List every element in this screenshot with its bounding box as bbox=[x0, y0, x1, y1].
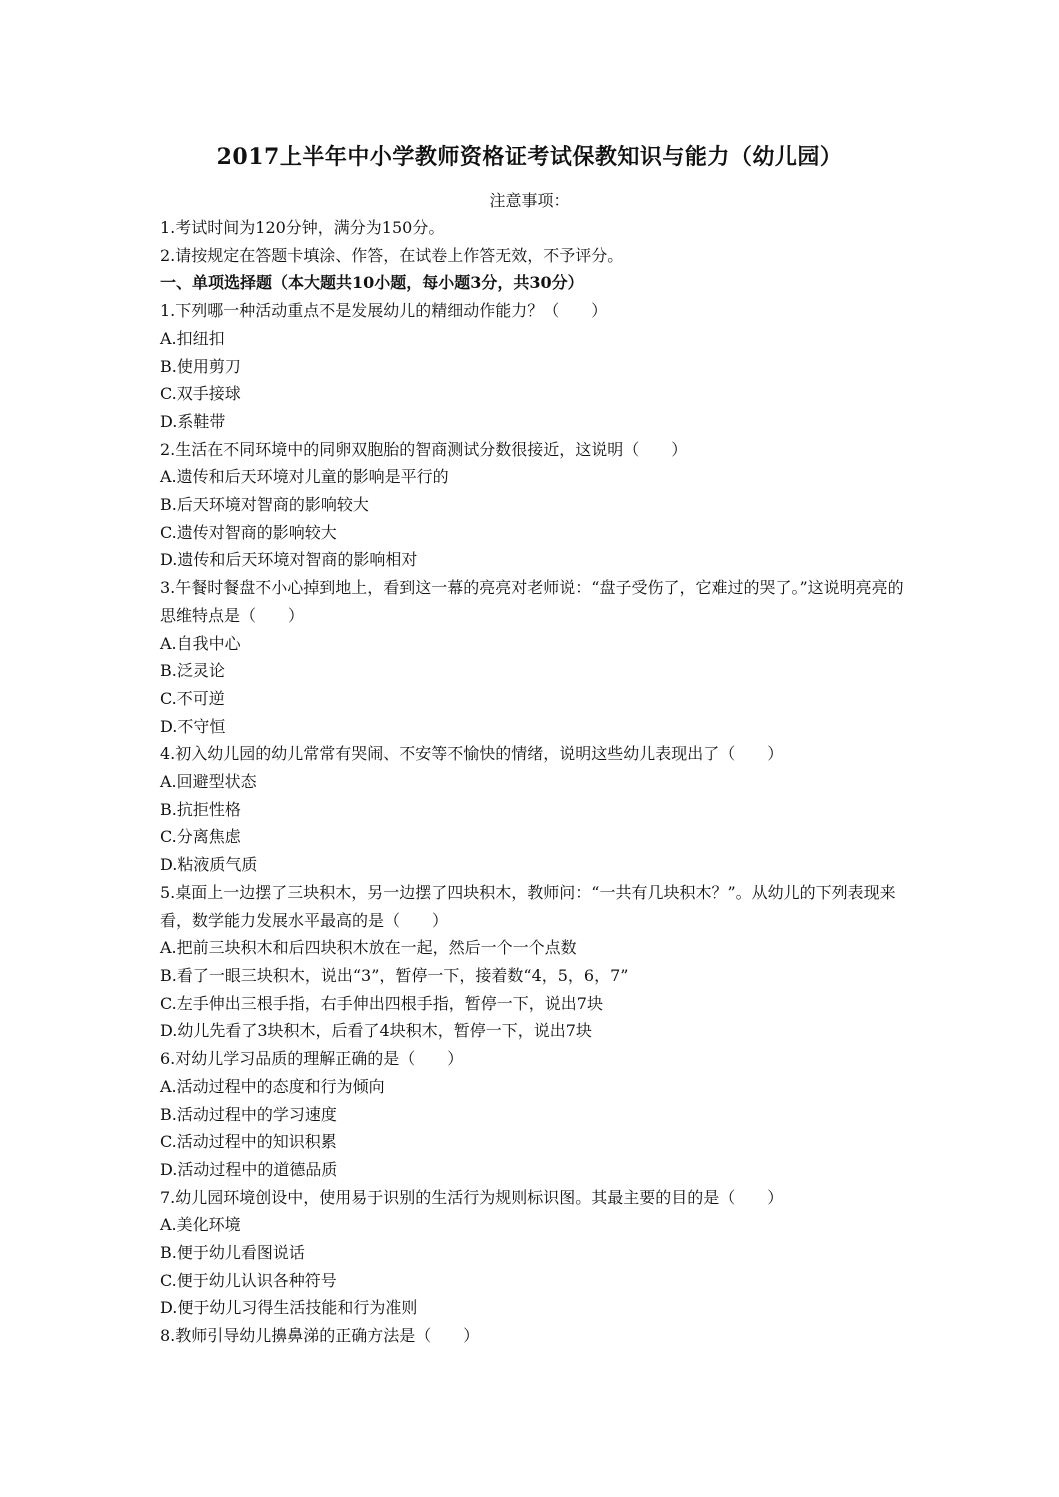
section-heading: 一、单项选择题（本大题共10小题，每小题3分，共30分） bbox=[160, 273, 584, 293]
question-7 bbox=[160, 1184, 910, 1323]
option: A.扣纽扣 bbox=[160, 328, 225, 348]
option: B.活动过程中的学习速度 bbox=[160, 1104, 337, 1124]
question-stem: 3.午餐时餐盘不小心掉到地上，看到这一幕的亮亮对老师说：“盘子受伤了，它难过的哭了。”这说明亮亮的思维特点是（ ） bbox=[160, 578, 904, 625]
notice-heading: 注意事项： bbox=[489, 191, 570, 210]
option: C.分离焦虑 bbox=[160, 827, 241, 847]
question-stem: 6.对幼儿学习品质的理解正确的是（ ） bbox=[160, 1049, 464, 1069]
question-stem: 5.桌面上一边摆了三块积木，另一边摆了四块积木，教师问：“一共有几块积木？”。从幼儿的下列表现来看，数学能力发展水平最高的是（ ） bbox=[160, 882, 896, 930]
option: B.便于幼儿看图说话 bbox=[160, 1243, 305, 1263]
question-6 bbox=[160, 1045, 910, 1184]
option: D.便于幼儿习得生活技能和行为准则 bbox=[160, 1298, 418, 1318]
notice-item: 1.考试时间为120分钟，满分为150分。 bbox=[160, 218, 445, 237]
option: A.活动过程中的态度和行为倾向 bbox=[160, 1076, 385, 1096]
option: D.粘液质气质 bbox=[160, 855, 258, 875]
option: C.双手接球 bbox=[160, 384, 241, 404]
option: B.使用剪刀 bbox=[160, 356, 241, 376]
notice-item: 2.请按规定在答题卡填涂、作答，在试卷上作答无效，不予评分。 bbox=[160, 245, 624, 265]
question-4 bbox=[160, 740, 910, 879]
question-2 bbox=[160, 436, 910, 575]
option: D.遗传和后天环境对智商的影响相对 bbox=[160, 550, 418, 570]
exam-body bbox=[160, 214, 910, 1350]
option: D.系鞋带 bbox=[160, 411, 226, 431]
option: B.泛灵论 bbox=[160, 661, 225, 681]
question-5 bbox=[160, 879, 910, 1045]
option: D.不守恒 bbox=[160, 716, 226, 736]
exam-title: 2017上半年中小学教师资格证考试保教知识与能力（幼儿园） bbox=[216, 144, 843, 170]
option: A.遗传和后天环境对儿童的影响是平行的 bbox=[160, 467, 449, 487]
question-stem: 1.下列哪一种活动重点不是发展幼儿的精细动作能力？（ ） bbox=[160, 301, 608, 321]
option: B.后天环境对智商的影响较大 bbox=[160, 495, 369, 515]
option: A.美化环境 bbox=[160, 1215, 241, 1235]
option: C.遗传对智商的影响较大 bbox=[160, 522, 337, 542]
question-3 bbox=[160, 574, 910, 740]
question-stem: 4.初入幼儿园的幼儿常常有哭闹、不安等不愉快的情绪，说明这些幼儿表现出了（ ） bbox=[160, 744, 784, 764]
option: C.活动过程中的知识积累 bbox=[160, 1132, 337, 1152]
option: C.不可逆 bbox=[160, 688, 225, 708]
option: D.活动过程中的道德品质 bbox=[160, 1159, 338, 1179]
question-1 bbox=[160, 297, 910, 436]
option: A.回避型状态 bbox=[160, 772, 257, 792]
option: B.抗拒性格 bbox=[160, 799, 241, 819]
option: C.左手伸出三根手指，右手伸出四根手指，暂停一下，说出7块 bbox=[160, 993, 603, 1013]
question-stem: 7.幼儿园环境创设中，使用易于识别的生活行为规则标识图。其最主要的目的是（ ） bbox=[160, 1187, 784, 1207]
option: D.幼儿先看了3块积木，后看了4块积木，暂停一下，说出7块 bbox=[160, 1021, 592, 1041]
question-stem: 2.生活在不同环境中的同卵双胞胎的智商测试分数很接近，这说明（ ） bbox=[160, 439, 688, 459]
question-stem: 8.教师引导幼儿擤鼻涕的正确方法是（ ） bbox=[160, 1326, 480, 1346]
option: A.自我中心 bbox=[160, 633, 241, 653]
option: B.看了一眼三块积木，说出“3”，暂停一下，接着数“4，5，6，7” bbox=[160, 965, 629, 985]
option: A.把前三块积木和后四块积木放在一起，然后一个一个点数 bbox=[160, 938, 577, 958]
question-8 bbox=[160, 1322, 910, 1350]
option: C.便于幼儿认识各种符号 bbox=[160, 1270, 337, 1290]
